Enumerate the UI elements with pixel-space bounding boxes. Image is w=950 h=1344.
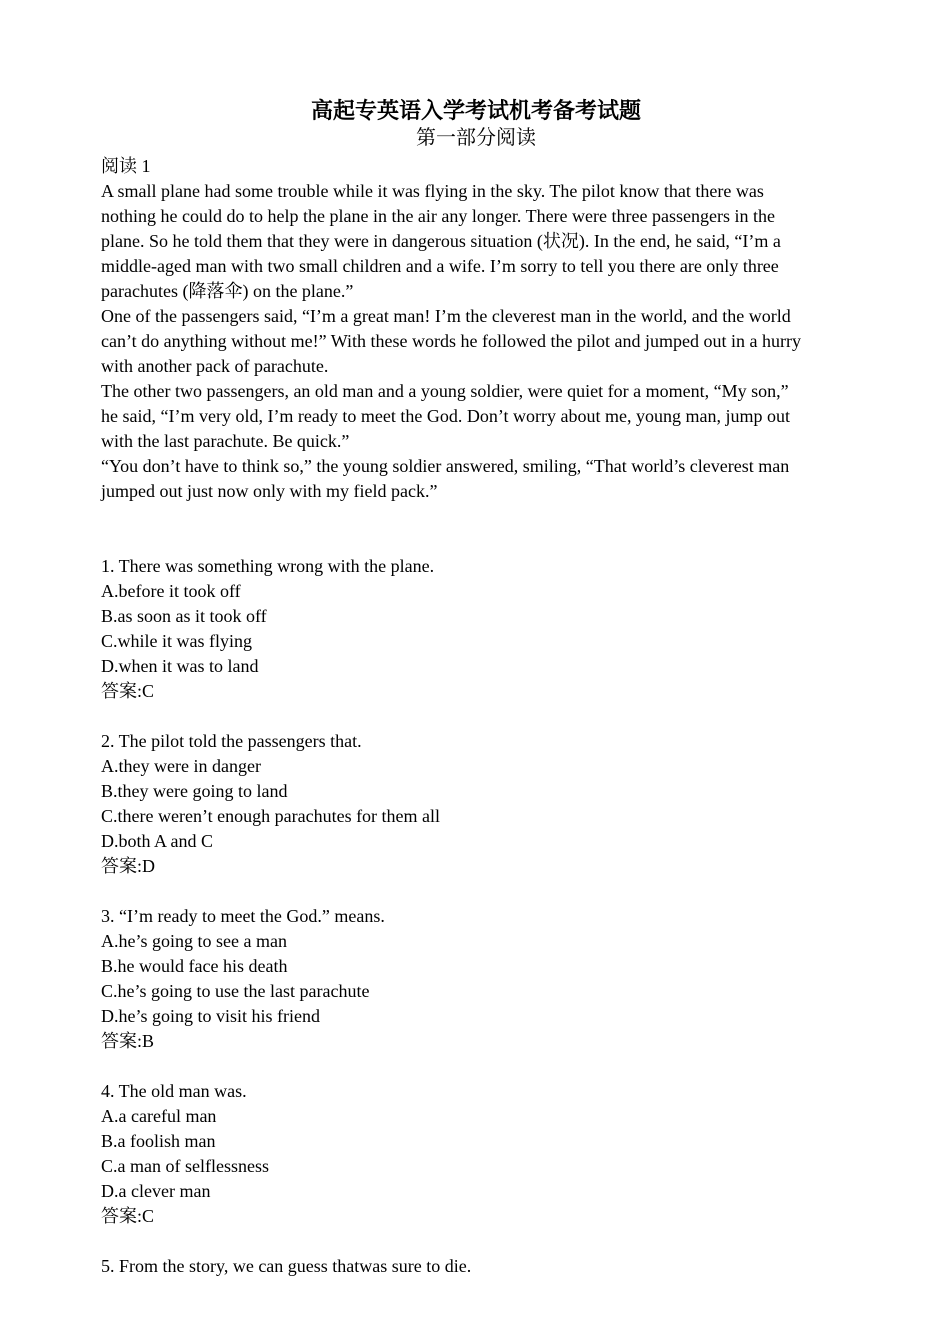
- passage-line: middle-aged man with two small children and a wife. I’m sorry to tell you there are only three: [101, 256, 779, 276]
- passage-line: with another pack of parachute.: [101, 356, 329, 376]
- question-stem: 3. “I’m ready to meet the God.” means.: [101, 906, 385, 926]
- option-d: D.a clever man: [101, 1181, 211, 1201]
- option-b: B.a foolish man: [101, 1131, 216, 1151]
- answer: 答案:D: [101, 856, 155, 876]
- page-title: 高起专英语入学考试机考备考试题: [310, 98, 641, 123]
- reading-passage: [101, 179, 851, 504]
- passage-line: jumped out just now only with my field pack.”: [101, 481, 438, 501]
- answer: 答案:C: [101, 1206, 155, 1226]
- option-d: D.he’s going to visit his friend: [101, 1006, 320, 1026]
- question-1: [101, 554, 851, 704]
- passage-line: he said, “I’m very old, I’m ready to meet the God. Don’t worry about me, young man, jump out: [101, 406, 791, 426]
- answer: 答案:B: [101, 1031, 155, 1051]
- question-stem: 2. The pilot told the passengers that.: [101, 731, 362, 751]
- option-a: A.a careful man: [101, 1106, 217, 1126]
- passage-line: plane. So he told them that they were in dangerous situation (状况). In the end, he said, “I’m a: [101, 231, 781, 251]
- option-d: D.when it was to land: [101, 656, 259, 676]
- question-5: [101, 1254, 851, 1279]
- passage-line: parachutes (降落伞) on the plane.”: [101, 281, 354, 301]
- question-stem: 5. From the story, we can guess thatwas sure to die.: [101, 1256, 472, 1276]
- passage-line: with the last parachute. Be quick.”: [101, 431, 350, 451]
- option-c: C.a man of selflessness: [101, 1156, 269, 1176]
- question-stem: 4. The old man was.: [101, 1081, 247, 1101]
- question-stem: 1. There was something wrong with the plane.: [101, 556, 435, 576]
- section-title: 第一部分阅读: [416, 127, 536, 149]
- passage-line: One of the passengers said, “I’m a great man! I’m the cleverest man in the world, and the world: [101, 306, 791, 326]
- question-3: [101, 904, 851, 1054]
- passage-line: “You don’t have to think so,” the young soldier answered, smiling, “That world’s cleverest man: [101, 456, 790, 476]
- reading-label: 阅读 1: [101, 156, 151, 176]
- passage-line: can’t do anything without me!” With these words he followed the pilot and jumped out in a hurry: [101, 331, 801, 351]
- option-a: A.he’s going to see a man: [101, 931, 287, 951]
- option-b: B.he would face his death: [101, 956, 288, 976]
- option-c: C.while it was flying: [101, 631, 252, 651]
- passage-line: The other two passengers, an old man and a young soldier, were quiet for a moment, “My son,”: [101, 381, 789, 401]
- option-b: B.they were going to land: [101, 781, 288, 801]
- option-c: C.there weren’t enough parachutes for them all: [101, 806, 441, 826]
- document-page: [101, 96, 851, 1279]
- passage-line: nothing he could do to help the plane in the air any longer. There were three passengers in the: [101, 206, 775, 226]
- option-d: D.both A and C: [101, 831, 214, 851]
- question-2: [101, 729, 851, 879]
- option-c: C.he’s going to use the last parachute: [101, 981, 370, 1001]
- option-a: A.they were in danger: [101, 756, 261, 776]
- answer: 答案:C: [101, 681, 155, 701]
- passage-line: A small plane had some trouble while it was flying in the sky. The pilot know that there was: [101, 181, 764, 201]
- option-a: A.before it took off: [101, 581, 241, 601]
- question-4: [101, 1079, 851, 1229]
- option-b: B.as soon as it took off: [101, 606, 267, 626]
